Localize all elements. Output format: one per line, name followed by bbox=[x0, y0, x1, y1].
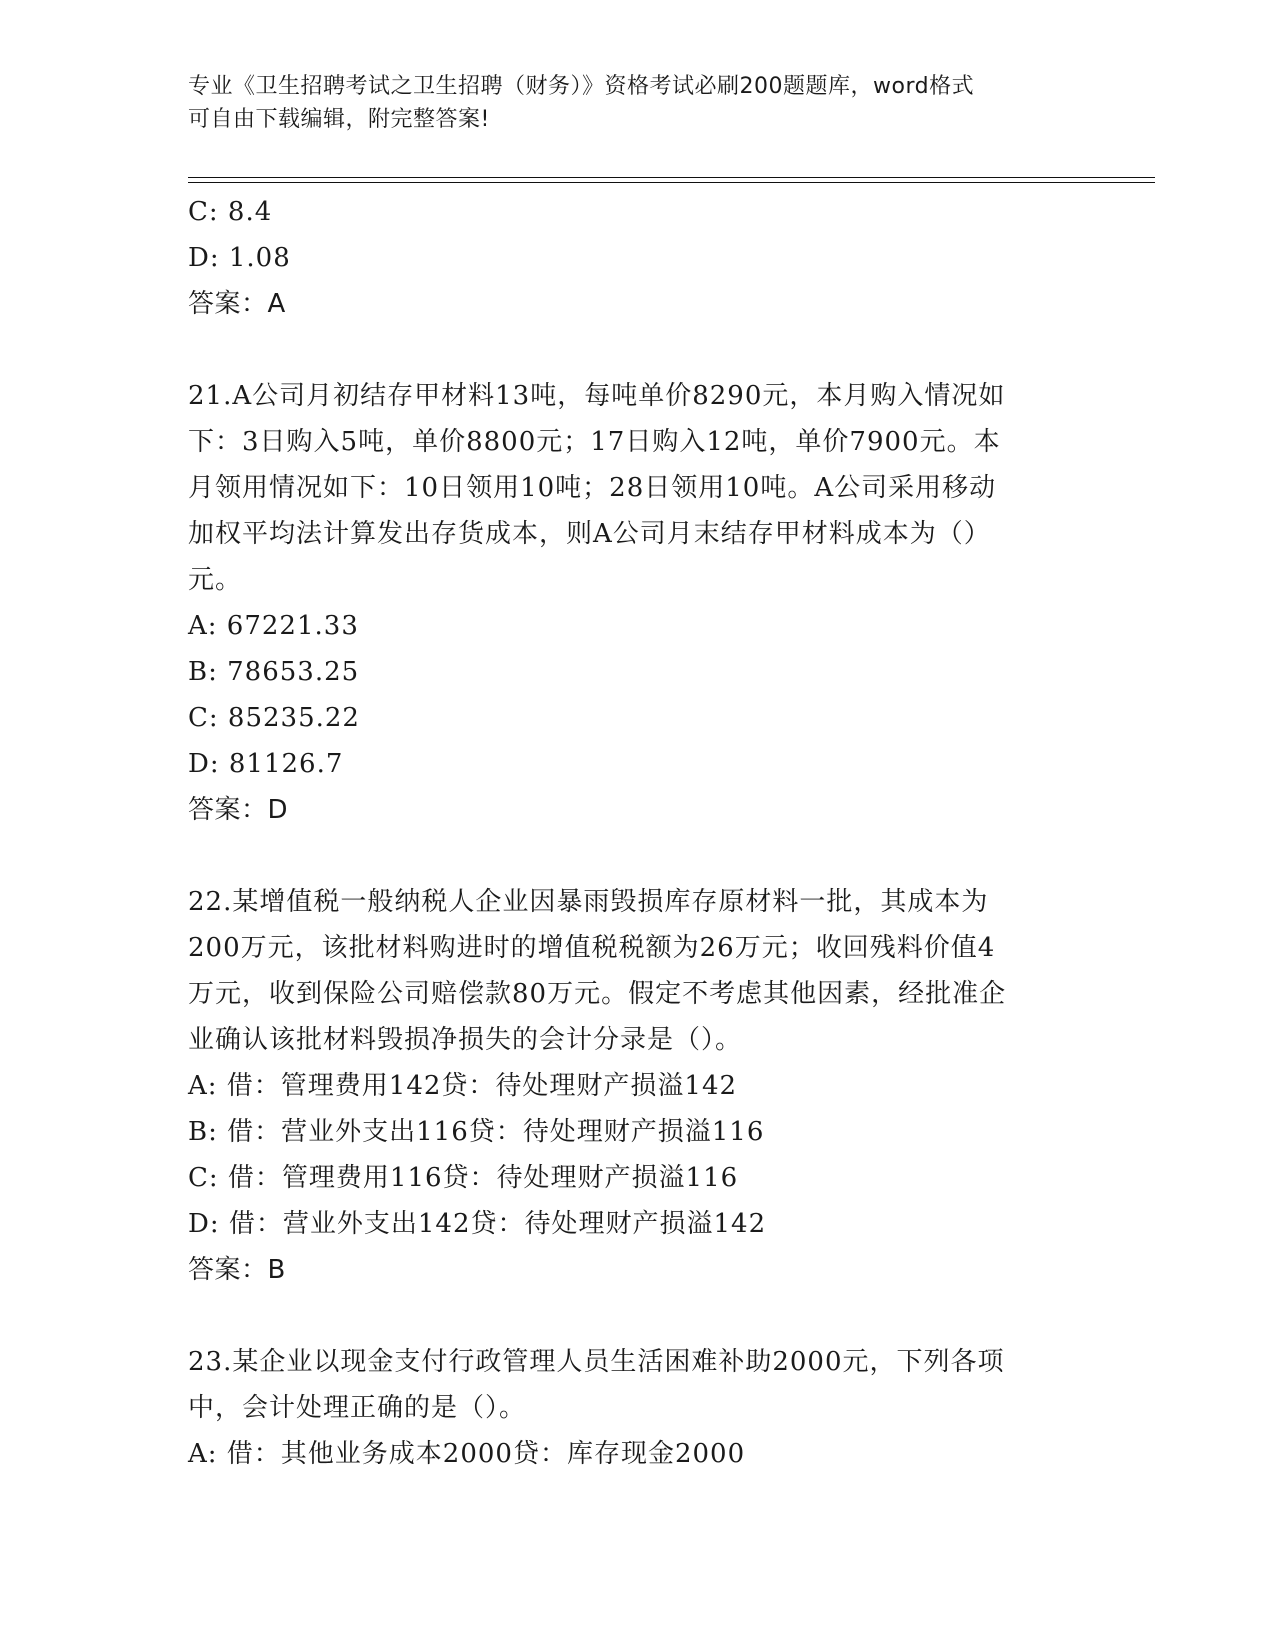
option-d: D: 借：营业外支出142贷：待处理财产损溢142 bbox=[188, 1209, 767, 1239]
question-stem-line: 业确认该批材料毁损净损失的会计分录是（）。 bbox=[188, 1025, 743, 1055]
option-c: C: 85235.22 bbox=[188, 703, 360, 733]
question-stem-line: 中，会计处理正确的是（）。 bbox=[188, 1393, 527, 1423]
option-a: A: 借：其他业务成本2000贷：库存现金2000 bbox=[188, 1439, 746, 1469]
question-stem-line: 元。 bbox=[188, 565, 243, 595]
header-title-line2: 可自由下载编辑，附完整答案! bbox=[188, 107, 490, 132]
option-d: D: 1.08 bbox=[188, 243, 291, 273]
option-c: C: 8.4 bbox=[188, 197, 273, 227]
answer-label: 答案：B bbox=[188, 1255, 286, 1285]
question-stem-line: 200万元，该批材料购进时的增值税税额为26万元；收回残料价值4 bbox=[188, 933, 996, 963]
option-d: D: 81126.7 bbox=[188, 749, 344, 779]
option-b: B: 78653.25 bbox=[188, 657, 360, 687]
question-stem-line: 万元，收到保险公司赔偿款80万元。假定不考虑其他因素，经批准企 bbox=[188, 979, 1007, 1009]
answer-label: 答案：D bbox=[188, 795, 289, 825]
spacer bbox=[188, 1293, 1088, 1339]
question-stem-line: 月领用情况如下：10日领用10吨；28日领用10吨。A公司采用移动 bbox=[188, 473, 997, 503]
spacer bbox=[188, 833, 1088, 879]
option-c: C: 借：管理费用116贷：待处理财产损溢116 bbox=[188, 1163, 739, 1193]
question-stem-line: 22.某增值税一般纳税人企业因暴雨毁损库存原材料一批，其成本为 bbox=[188, 887, 989, 917]
question-20 bbox=[188, 189, 1088, 327]
question-21 bbox=[188, 373, 1088, 833]
question-stem-line: 加权平均法计算发出存货成本，则A公司月末结存甲材料成本为（） bbox=[188, 519, 991, 549]
document-header bbox=[188, 70, 1078, 136]
option-b: B: 借：营业外支出116贷：待处理财产损溢116 bbox=[188, 1117, 765, 1147]
answer-label: 答案：A bbox=[188, 289, 286, 319]
spacer bbox=[188, 327, 1088, 373]
question-stem-line: 23.某企业以现金支付行政管理人员生活困难补助2000元，下列各项 bbox=[188, 1347, 1005, 1377]
header-title-line1: 专业《卫生招聘考试之卫生招聘（财务）》资格考试必刷200题题库，word格式 bbox=[188, 74, 975, 99]
question-stem-line: 21.A公司月初结存甲材料13吨，每吨单价8290元，本月购入情况如 bbox=[188, 381, 1006, 411]
question-stem-line: 下：3日购入5吨，单价8800元；17日购入12吨，单价7900元。本 bbox=[188, 427, 1001, 457]
question-22 bbox=[188, 879, 1088, 1293]
header-rule-bottom bbox=[188, 182, 1155, 183]
option-a: A: 借：管理费用142贷：待处理财产损溢142 bbox=[188, 1071, 738, 1101]
question-23 bbox=[188, 1339, 1088, 1477]
document-body bbox=[188, 189, 1088, 1477]
header-rule-top bbox=[188, 177, 1155, 178]
option-a: A: 67221.33 bbox=[188, 611, 359, 641]
